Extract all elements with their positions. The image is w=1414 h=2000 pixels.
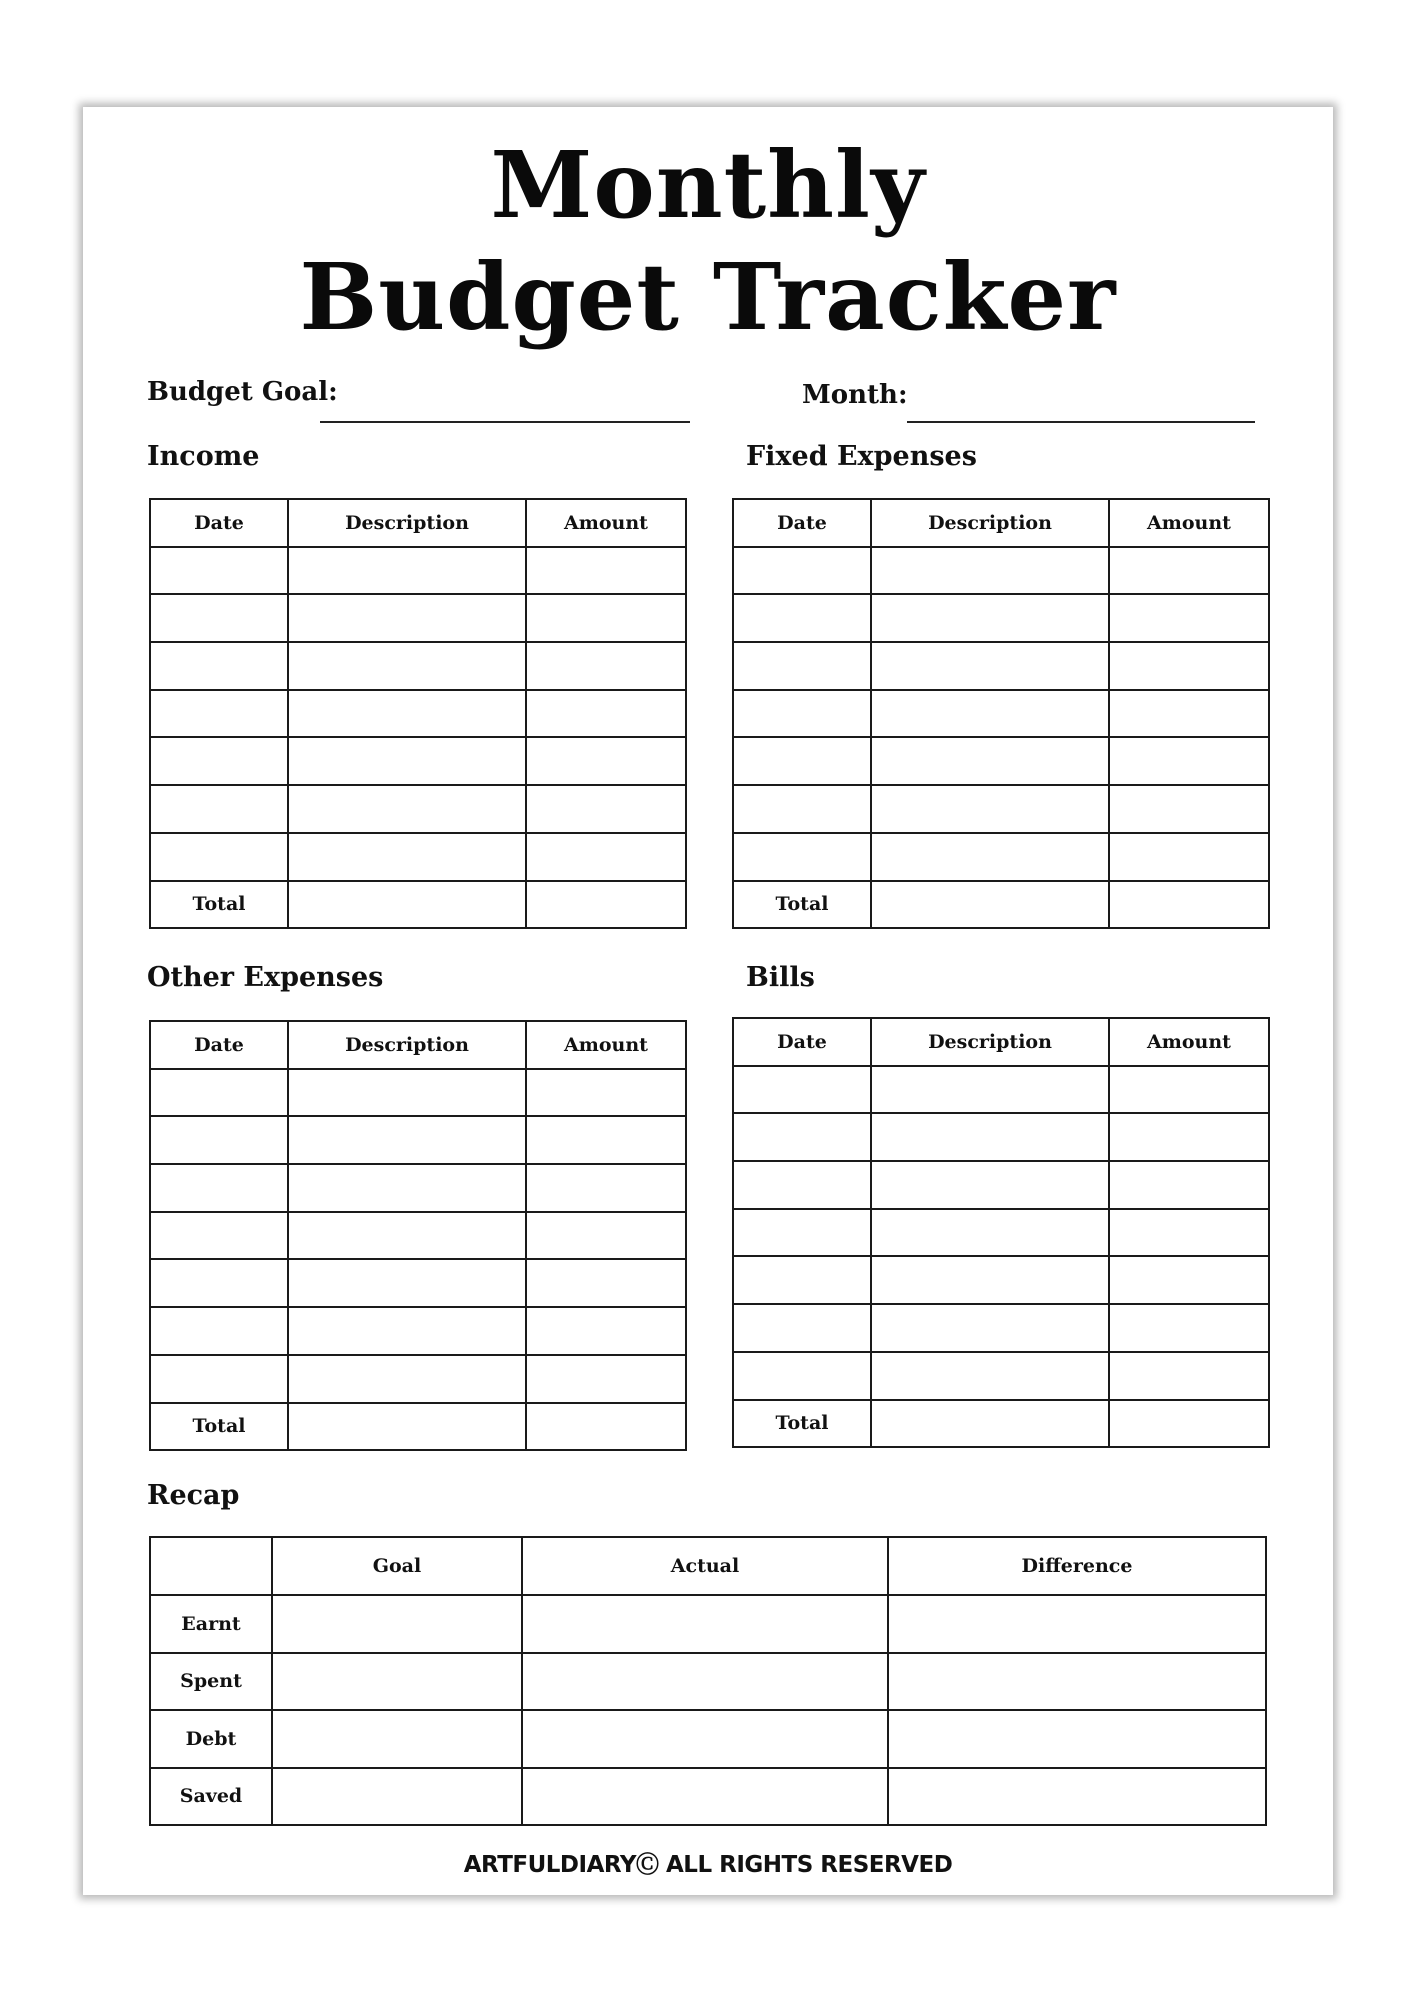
actual-cell[interactable] [522,1653,888,1711]
row-label-debt: Debt [150,1710,272,1768]
recap-table [149,1536,1267,1826]
month-label: Month: [802,380,908,410]
date-cell[interactable] [733,642,871,690]
total-amount-cell[interactable] [526,881,686,929]
date-cell[interactable] [150,690,288,738]
table-header-row [150,1021,686,1069]
description-cell[interactable] [288,1069,526,1117]
difference-cell[interactable] [888,1595,1266,1653]
date-cell[interactable] [733,690,871,738]
table-row [150,642,686,690]
amount-cell[interactable] [526,1259,686,1307]
date-cell[interactable] [150,1116,288,1164]
table-row [733,1066,1269,1114]
amount-cell[interactable] [1109,594,1269,642]
date-cell[interactable] [150,1212,288,1260]
table-row [150,594,686,642]
table-row [733,785,1269,833]
recap-corner-cell [150,1537,272,1595]
row-label-earnt: Earnt [150,1595,272,1653]
table-row [150,1212,686,1260]
amount-cell[interactable] [1109,785,1269,833]
difference-cell[interactable] [888,1653,1266,1711]
date-cell[interactable] [733,737,871,785]
budget-goal-label: Budget Goal: [147,377,338,407]
description-cell[interactable] [288,1307,526,1355]
table-row [733,1256,1269,1304]
description-cell[interactable] [871,1113,1109,1161]
column-header-description: Description [288,499,526,547]
actual-cell[interactable] [522,1595,888,1653]
description-cell[interactable] [288,642,526,690]
table-header-row [733,499,1269,547]
date-cell[interactable] [150,1307,288,1355]
table-row [150,690,686,738]
amount-cell[interactable] [526,642,686,690]
description-cell[interactable] [871,1352,1109,1400]
date-cell[interactable] [733,1256,871,1304]
table-row [733,737,1269,785]
column-header-difference: Difference [888,1537,1266,1595]
recap-header-row [150,1537,1266,1595]
description-cell[interactable] [288,1403,526,1451]
amount-cell[interactable] [526,1355,686,1403]
table-header-row [733,1018,1269,1066]
description-cell[interactable] [871,1256,1109,1304]
column-header-date: Date [733,1018,871,1066]
section-income-label: Income [147,441,260,472]
recap-row-spent [150,1653,1266,1711]
description-cell[interactable] [871,833,1109,881]
amount-cell[interactable] [1109,690,1269,738]
amount-cell[interactable] [526,1164,686,1212]
column-header-date: Date [150,1021,288,1069]
description-cell[interactable] [871,737,1109,785]
amount-cell[interactable] [526,833,686,881]
description-cell[interactable] [288,1355,526,1403]
goal-cell[interactable] [272,1768,522,1826]
description-cell[interactable] [288,737,526,785]
amount-cell[interactable] [1109,1256,1269,1304]
page-title-line-2: Budget Tracker [299,243,1117,351]
column-header-goal: Goal [272,1537,522,1595]
amount-cell[interactable] [526,785,686,833]
description-cell[interactable] [288,594,526,642]
description-cell[interactable] [871,1400,1109,1448]
date-cell[interactable] [733,594,871,642]
row-label-spent: Spent [150,1653,272,1711]
description-cell[interactable] [871,1304,1109,1352]
table-row [150,1069,686,1117]
table-row [733,1209,1269,1257]
table-row [733,833,1269,881]
column-header-date: Date [150,499,288,547]
recap-row-earnt [150,1595,1266,1653]
description-cell[interactable] [288,785,526,833]
income-table [149,498,687,929]
description-cell[interactable] [871,547,1109,595]
amount-cell[interactable] [1109,642,1269,690]
description-cell[interactable] [288,1164,526,1212]
goal-cell[interactable] [272,1710,522,1768]
amount-cell[interactable] [526,690,686,738]
total-label: Total [150,1403,288,1451]
amount-cell[interactable] [1109,547,1269,595]
description-cell[interactable] [288,833,526,881]
description-cell[interactable] [871,594,1109,642]
amount-cell[interactable] [526,547,686,595]
description-cell[interactable] [288,547,526,595]
date-cell[interactable] [733,833,871,881]
total-row [733,1400,1269,1448]
total-label: Total [150,881,288,929]
total-row [150,1403,686,1451]
column-header-description: Description [288,1021,526,1069]
amount-cell[interactable] [526,594,686,642]
table-row [150,1355,686,1403]
column-header-amount: Amount [526,1021,686,1069]
date-cell[interactable] [150,1259,288,1307]
copyright-footer: ARTFULDIARYⒸ ALL RIGHTS RESERVED [463,1852,953,1878]
description-cell[interactable] [871,1066,1109,1114]
date-cell[interactable] [150,547,288,595]
date-cell[interactable] [733,1066,871,1114]
table-row [733,594,1269,642]
date-cell[interactable] [150,785,288,833]
table-row [150,785,686,833]
date-cell[interactable] [150,594,288,642]
fixed-expenses-table [732,498,1270,929]
table-row [150,547,686,595]
table-row [150,737,686,785]
amount-cell[interactable] [1109,1113,1269,1161]
total-amount-cell[interactable] [1109,881,1269,929]
table-row [150,1259,686,1307]
table-row [733,1161,1269,1209]
amount-cell[interactable] [526,1069,686,1117]
page-title-line-1: Monthly [490,131,926,239]
other-expenses-table [149,1020,687,1451]
amount-cell[interactable] [1109,1352,1269,1400]
total-label: Total [733,1400,871,1448]
column-header-description: Description [871,1018,1109,1066]
date-cell[interactable] [733,785,871,833]
table-row [150,1307,686,1355]
section-recap-label: Recap [147,1480,240,1511]
column-header-description: Description [871,499,1109,547]
description-cell[interactable] [288,881,526,929]
amount-cell[interactable] [1109,1209,1269,1257]
table-row [733,690,1269,738]
column-header-amount: Amount [1109,1018,1269,1066]
row-label-saved: Saved [150,1768,272,1826]
table-row [733,1113,1269,1161]
table-header-row [150,499,686,547]
table-row [733,642,1269,690]
description-cell[interactable] [288,1259,526,1307]
amount-cell[interactable] [1109,1161,1269,1209]
column-header-actual: Actual [522,1537,888,1595]
difference-cell[interactable] [888,1768,1266,1826]
amount-cell[interactable] [526,1212,686,1260]
column-header-date: Date [733,499,871,547]
date-cell[interactable] [733,1209,871,1257]
description-cell[interactable] [871,1209,1109,1257]
table-row [733,1352,1269,1400]
date-cell[interactable] [150,1164,288,1212]
description-cell[interactable] [288,1116,526,1164]
actual-cell[interactable] [522,1768,888,1826]
recap-row-saved [150,1768,1266,1826]
goal-cell[interactable] [272,1653,522,1711]
date-cell[interactable] [733,1352,871,1400]
total-row [150,881,686,929]
date-cell[interactable] [150,642,288,690]
description-cell[interactable] [871,1161,1109,1209]
budget-goal-field[interactable] [320,421,690,423]
date-cell[interactable] [150,737,288,785]
date-cell[interactable] [150,1069,288,1117]
table-row [733,1304,1269,1352]
amount-cell[interactable] [526,1116,686,1164]
table-row [150,1164,686,1212]
table-row [150,1116,686,1164]
date-cell[interactable] [733,1113,871,1161]
section-bills-label: Bills [746,962,815,993]
amount-cell[interactable] [1109,737,1269,785]
goal-cell[interactable] [272,1595,522,1653]
date-cell[interactable] [150,833,288,881]
table-row [733,547,1269,595]
table-row [150,833,686,881]
difference-cell[interactable] [888,1710,1266,1768]
date-cell[interactable] [733,1304,871,1352]
month-field[interactable] [907,421,1255,423]
actual-cell[interactable] [522,1710,888,1768]
amount-cell[interactable] [1109,1066,1269,1114]
date-cell[interactable] [733,1161,871,1209]
recap-row-debt [150,1710,1266,1768]
description-cell[interactable] [871,785,1109,833]
date-cell[interactable] [733,547,871,595]
section-other-expenses-label: Other Expenses [147,962,384,993]
amount-cell[interactable] [526,1307,686,1355]
column-header-amount: Amount [526,499,686,547]
description-cell[interactable] [871,642,1109,690]
amount-cell[interactable] [1109,1304,1269,1352]
total-row [733,881,1269,929]
description-cell[interactable] [288,690,526,738]
description-cell[interactable] [288,1212,526,1260]
column-header-amount: Amount [1109,499,1269,547]
bills-table [732,1017,1270,1448]
total-amount-cell[interactable] [526,1403,686,1451]
amount-cell[interactable] [526,737,686,785]
budget-sheet [83,107,1333,1895]
total-amount-cell[interactable] [1109,1400,1269,1448]
description-cell[interactable] [871,690,1109,738]
section-fixed-expenses-label: Fixed Expenses [746,441,977,472]
amount-cell[interactable] [1109,833,1269,881]
description-cell[interactable] [871,881,1109,929]
date-cell[interactable] [150,1355,288,1403]
total-label: Total [733,881,871,929]
